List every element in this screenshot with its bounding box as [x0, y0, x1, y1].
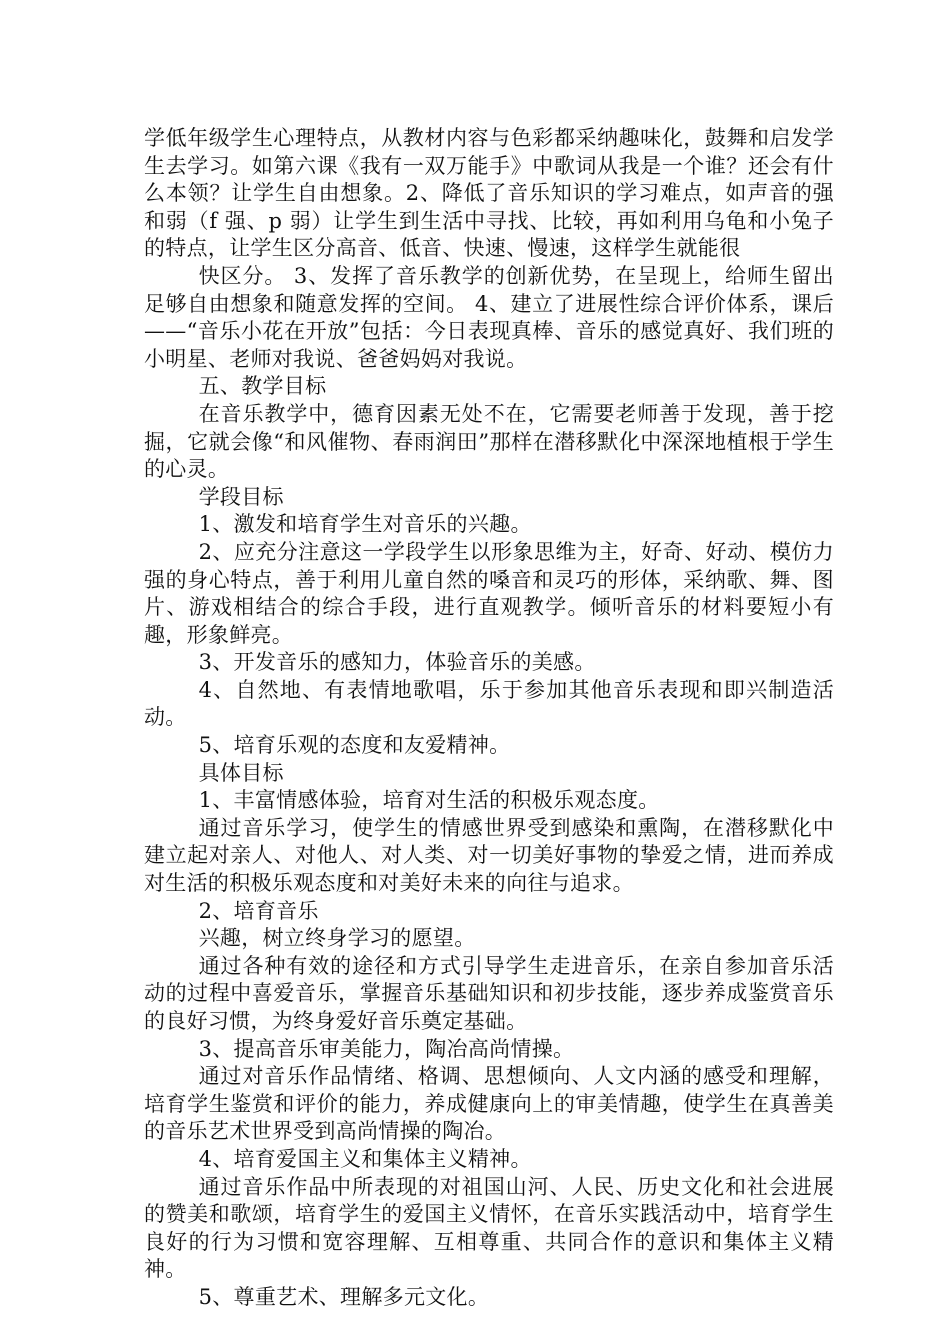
- list-item: 4、培育爱国主义和集体主义精神。: [198, 1146, 532, 1171]
- subsection-heading: 学段目标: [198, 484, 284, 509]
- paragraph: 兴趣，树立终身学习的愿望。: [198, 926, 476, 951]
- paragraph: 学低年级学生心理特点，从教材内容与色彩都采纳趣味化，鼓舞和启发学生去学习。如第六课《我有一双万能手》中歌词从我是一个谁？还会有什么本领？让学生自由想象。2、降低了音乐知识的学习难点，如声音的强和弱（f 强、p 弱）让学生到生活中寻找、比较，再如利用乌龟和小兔子的特点，让学生区分高音、低音、快速、慢速，这样学生就能很: [144, 126, 834, 261]
- paragraph: 通过音乐作品中所表现的对祖国山河、人民、历史文化和社会进展的赞美和歌颂，培育学生的爱国主义情怀，在音乐实践活动中，培育学生良好的行为习惯和宽容理解、互相尊重、共同合作的意识和集体主义精神。: [144, 1174, 834, 1282]
- document-body: [144, 125, 834, 1312]
- list-item: 5、尊重艺术、理解多元文化。: [198, 1284, 490, 1309]
- paragraph: 通过各种有效的途径和方式引导学生走进音乐，在亲自参加音乐活动的过程中喜爱音乐，掌握音乐基础知识和初步技能，逐步养成鉴赏音乐的良好习惯，为终身爱好音乐奠定基础。: [144, 953, 834, 1033]
- list-item: 1、丰富情感体验，培育对生活的积极乐观态度。: [198, 788, 660, 813]
- paragraph: 快区分。 3、发挥了音乐教学的创新优势，在呈现上，给师生留出足够自由想象和随意发挥的空间。 4、建立了进展性综合评价体系，课后——“音乐小花在开放”包括：今日表现真棒、音乐的感觉真好、我们班的小明星、老师对我说、爸爸妈妈对我说。: [144, 263, 834, 371]
- list-item: 3、提高音乐审美能力，陶冶高尚情操。: [198, 1036, 575, 1061]
- paragraph: 在音乐教学中，德育因素无处不在，它需要老师善于发现，善于挖掘，它就会像“和风催物、春雨润田”那样在潜移默化中深深地植根于学生的心灵。: [144, 401, 834, 482]
- paragraph: 通过对音乐作品情绪、格调、思想倾向、人文内涵的感受和理解，培育学生鉴赏和评价的能力，养成健康向上的审美情趣，使学生在真善美的音乐艺术世界受到高尚情操的陶冶。: [144, 1064, 834, 1144]
- list-item: 3、开发音乐的感知力，体验音乐的美感。: [198, 650, 596, 675]
- list-item: 4、自然地、有表情地歌唱，乐于参加其他音乐表现和即兴制造活动。: [144, 677, 834, 730]
- subsection-heading: 具体目标: [198, 760, 284, 785]
- list-item: 2、培育音乐: [198, 898, 319, 923]
- list-item: 2、应充分注意这一学段学生以形象思维为主，好奇、好动、模仿力强的身心特点，善于利用儿童自然的嗓音和灵巧的形体，采纳歌、舞、图片、游戏相结合的综合手段，进行直观教学。倾听音乐的材料要短小有趣，形象鲜亮。: [144, 539, 834, 647]
- list-item: 1、激发和培育学生对音乐的兴趣。: [198, 512, 532, 537]
- list-item: 5、培育乐观的态度和友爱精神。: [198, 733, 511, 758]
- section-heading: 五、教学目标: [198, 374, 327, 399]
- paragraph: 通过音乐学习，使学生的情感世界受到感染和熏陶，在潜移默化中建立起对亲人、对他人、对人类、对一切美好事物的挚爱之情，进而养成对生活的积极乐观态度和对美好未来的向往与追求。: [144, 815, 834, 896]
